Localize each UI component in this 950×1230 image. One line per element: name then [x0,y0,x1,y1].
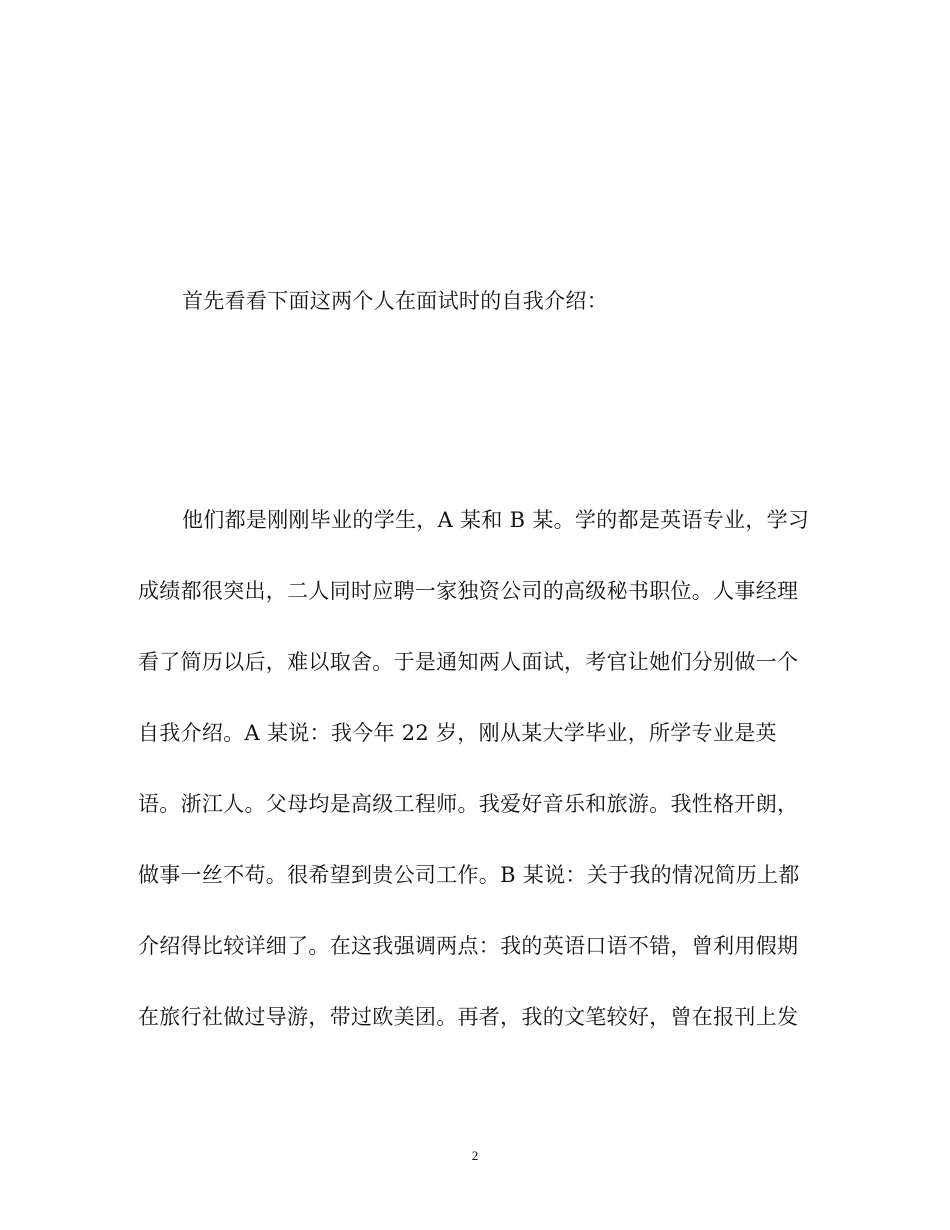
paragraph-line-5: 语。浙江人。父母均是高级工程师。我爱好音乐和旅游。我性格开朗， [138,792,799,816]
paragraph-line-2: 成绩都很突出，二人同时应聘一家独资公司的高级秘书职位。人事经理 [138,579,799,603]
page-number: 2 [471,1148,479,1163]
paragraph-line-6: 做事一丝不苟。很希望到贵公司工作。B 某说：关于我的情况简历上都 [138,863,800,887]
intro-line: 首先看看下面这两个人在面试时的自我介绍： [182,289,608,313]
paragraph-line-7: 介绍得比较详细了。在这我强调两点：我的英语口语不错，曾利用假期 [138,934,799,958]
paragraph-line-8: 在旅行社做过导游，带过欧美团。再者，我的文笔较好，曾在报刊上发 [138,1005,799,1029]
paragraph-line-4: 自我介绍。A 某说：我今年 22 岁，刚从某大学毕业，所学专业是英 [138,721,777,745]
paragraph-line-1: 他们都是刚刚毕业的学生，A 某和 B 某。学的都是英语专业，学习 [182,508,810,532]
paragraph-line-3: 看了简历以后，难以取舍。于是通知两人面试，考官让她们分别做一个 [138,650,799,674]
